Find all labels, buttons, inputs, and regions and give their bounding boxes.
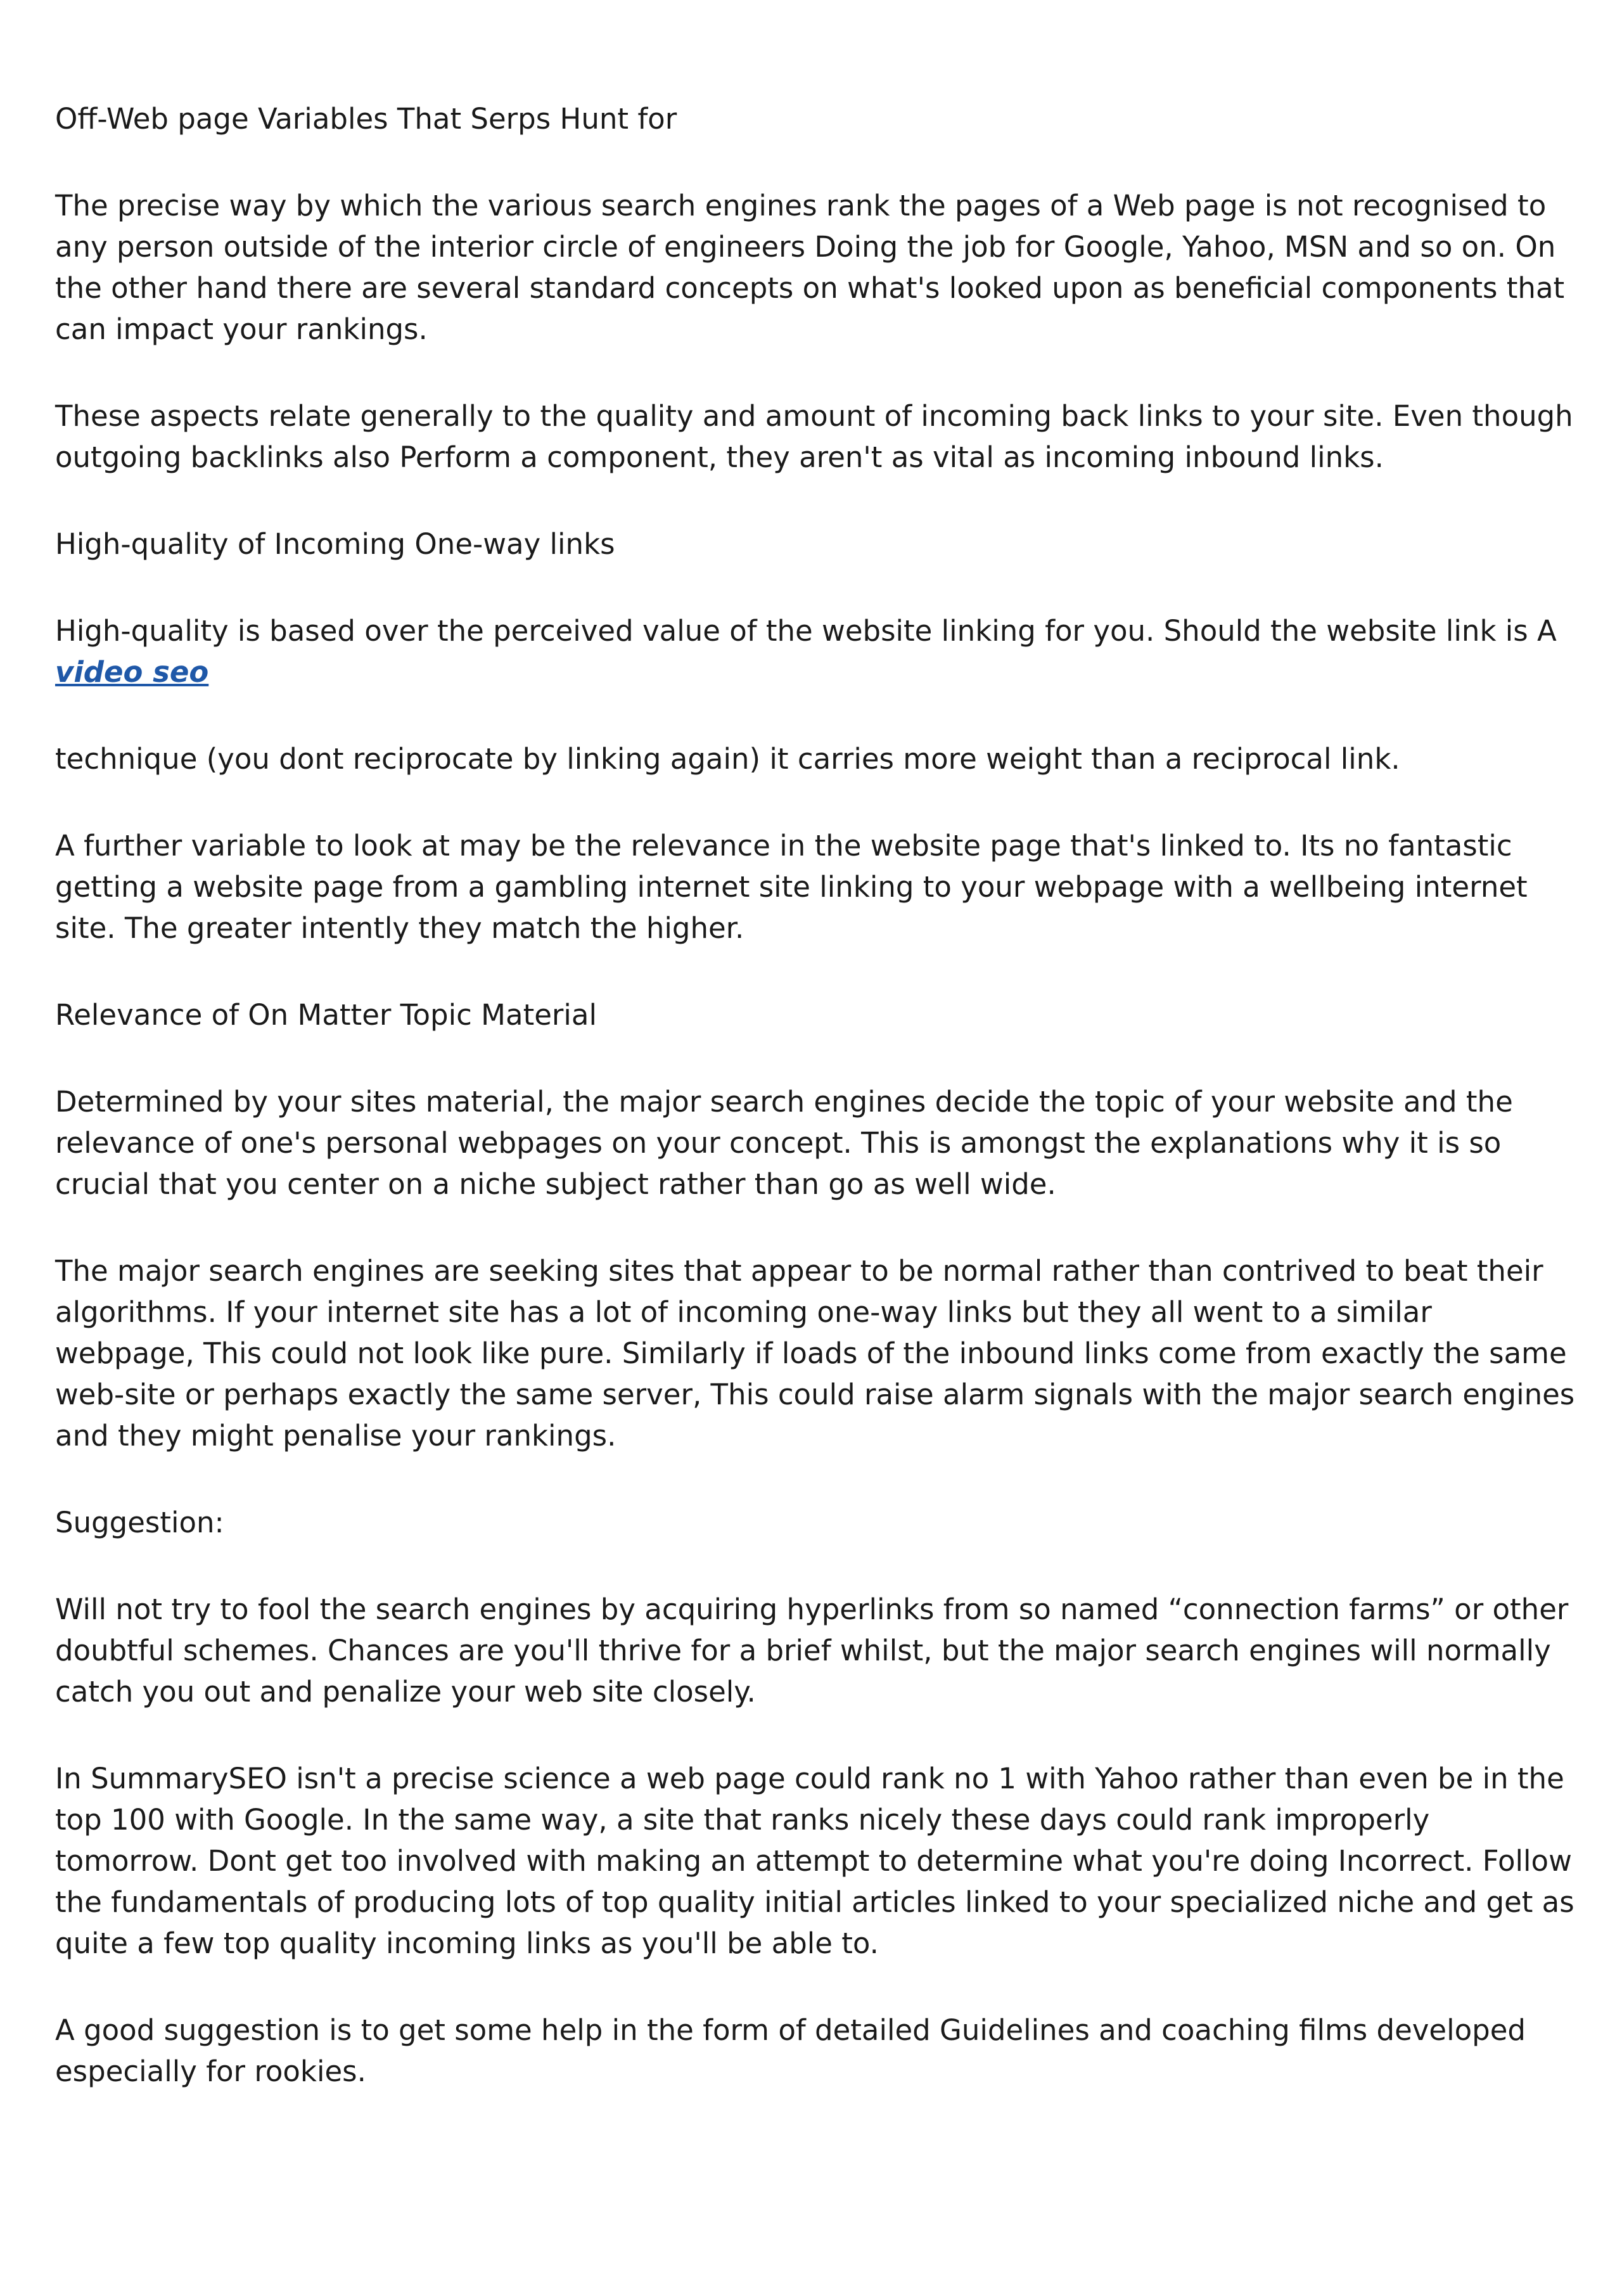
document-page <box>55 98 1576 2138</box>
paragraph-link <box>55 610 1576 693</box>
heading-suggestion: Suggestion: <box>55 1506 224 1539</box>
paragraph-relevance: A further variable to look at may be the relevance in the website page that's linked to. Its no fantastic getting a website page from a gambling internet site linking to your webpage with a wellbeing internet site. The greater intently they match the higher. <box>55 829 1528 945</box>
heading-topic-material: Relevance of On Matter Topic Material <box>55 998 597 1032</box>
paragraph-summary: In SummarySEO isn't a precise science a web page could rank no 1 with Yahoo rather than even be in the top 100 with Google. In the same way, a site that ranks nicely these days could rank improperly tomorrow. Dont get too involved with making an attempt to determine what you're doing Incorrect. Follow the fundamentals of producing lots of top quality initial articles linked to your specialized niche and get as quite a few top quality incoming links as you'll be able to. <box>55 1762 1574 1960</box>
paragraph-technique: technique (you dont reciprocate by linking again) it carries more weight than a reciprocal link. <box>55 742 1400 776</box>
paragraph-intro: The precise way by which the various search engines rank the pages of a Web page is not recognised to any person outside of the interior circle of engineers Doing the job for Google, Yahoo, MSN and so on. On the other hand there are several standard concepts on what's looked upon as beneficial components that can impact your rankings. <box>55 189 1565 346</box>
paragraph-link-farms: Will not try to fool the search engines by acquiring hyperlinks from so named “connection farms” or other doubtful schemes. Chances are you'll thrive for a brief whilst, but the major search engines will normally catch you out and penalize your web site closely. <box>55 1593 1569 1709</box>
heading-incoming-links: High-quality of Incoming One-way links <box>55 527 615 561</box>
paragraph-good-suggestion: A good suggestion is to get some help in the form of detailed Guidelines and coaching films developed especially for rookies. <box>55 2013 1526 2088</box>
paragraph-determined: Determined by your sites material, the major search engines decide the topic of your website and the relevance of one's personal webpages on your concept. This is amongst the explanations why it is so crucial that you center on a niche subject rather than go as well wide. <box>55 1085 1513 1201</box>
paragraph-link-text: High-quality is based over the perceived value of the website linking for you. Should the website link is A <box>55 614 1557 648</box>
paragraph-natural-sites: The major search engines are seeking sites that appear to be normal rather than contrived to beat their algorithms. If your internet site has a lot of incoming one-way links but they all went to a similar webpage, This could not look like pure. Similarly if loads of the inbound links come from exactly the same web-site or perhaps exactly the same server, This could raise alarm signals with the major search engines and they might penalise your rankings. <box>55 1254 1575 1453</box>
document-title: Off-Web page Variables That Serps Hunt for <box>55 102 677 136</box>
paragraph-aspects: These aspects relate generally to the quality and amount of incoming back links to your site. Even though outgoing backlinks also Perform a component, they aren't as vital as incoming inbound links. <box>55 399 1573 474</box>
video-seo-link[interactable]: video seo <box>55 655 209 689</box>
